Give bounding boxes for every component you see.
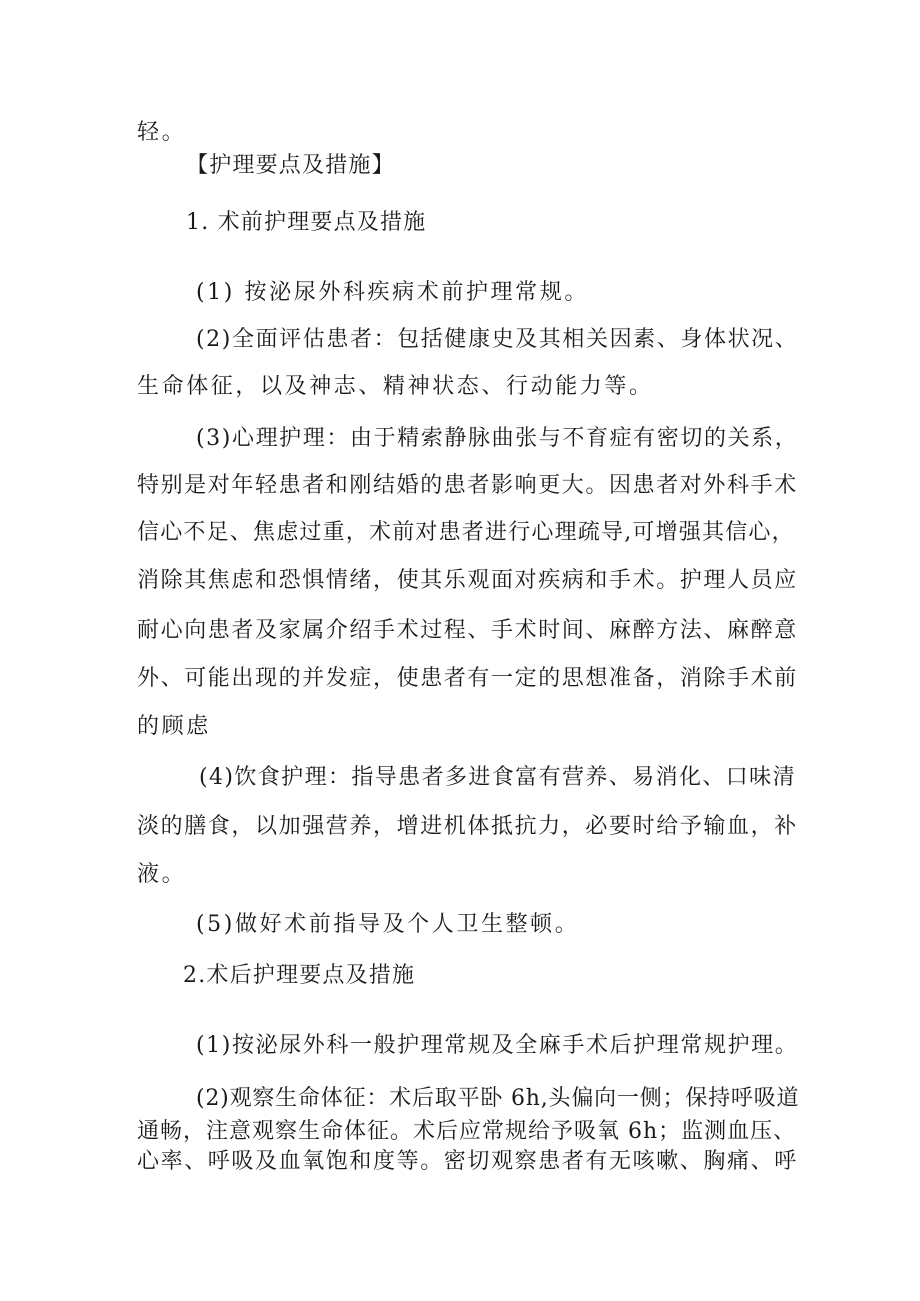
section-heading: 【护理要点及措施】 [186,153,395,178]
text-line: (2)全面评估患者：包括健康史及其相关因素、身体状况、 [196,327,799,352]
text-line: (4)饮食护理：指导患者多进食富有营养、易消化、口味清 [199,765,796,790]
text-line: 淡的膳食，以加强营养，增进机体抵抗力，必要时给予输血，补 [137,814,798,839]
text-line: (2)观察生命体征：术后取平卧 6h,头偏向一侧；保持呼吸道 [196,1086,800,1111]
text-line: 耐心向患者及家属介绍手术过程、手术时间、麻醉方法、麻醉意 [137,618,798,643]
text-line: 生命体征，以及神志、精神状态、行动能力等。 [137,374,654,399]
text-line: 特别是对年轻患者和刚结婚的患者影响更大。因患者对外科手术 [137,473,798,498]
text-line: 轻。 [137,120,187,145]
text-line: 通畅，注意观察生命体征。术后应常规给予吸氧 6h；监测血压、 [137,1119,797,1144]
text-line: 信心不足、焦虑过重，术前对患者进行心理疏导,可增强其信心， [137,520,795,545]
text-line: (1) 按泌尿外科疾病术前护理常规。 [196,280,589,305]
text-line: 液。 [137,862,187,887]
subsection-heading: 2.术后护理要点及措施 [183,963,416,988]
text-line: 外、可能出现的并发症，使患者有一定的思想准备，消除手术前 [137,666,798,691]
text-line: (3)心理护理：由于精索静脉曲张与不育症有密切的关系， [196,426,799,451]
subsection-heading: 1. 术前护理要点及措施 [186,210,427,235]
text-line: (1)按泌尿外科一般护理常规及全麻手术后护理常规护理。 [196,1033,799,1058]
text-line: 心率、呼吸及血氧饱和度等。密切观察患者有无咳嗽、胸痛、呼 [137,1149,798,1174]
text-line: 消除其焦虑和恐惧情绪，使其乐观面对疾病和手术。护理人员应 [137,568,798,593]
text-line: 的顾虑 [137,714,211,739]
text-line: (5)做好术前指导及个人卫生整顿。 [196,912,580,937]
